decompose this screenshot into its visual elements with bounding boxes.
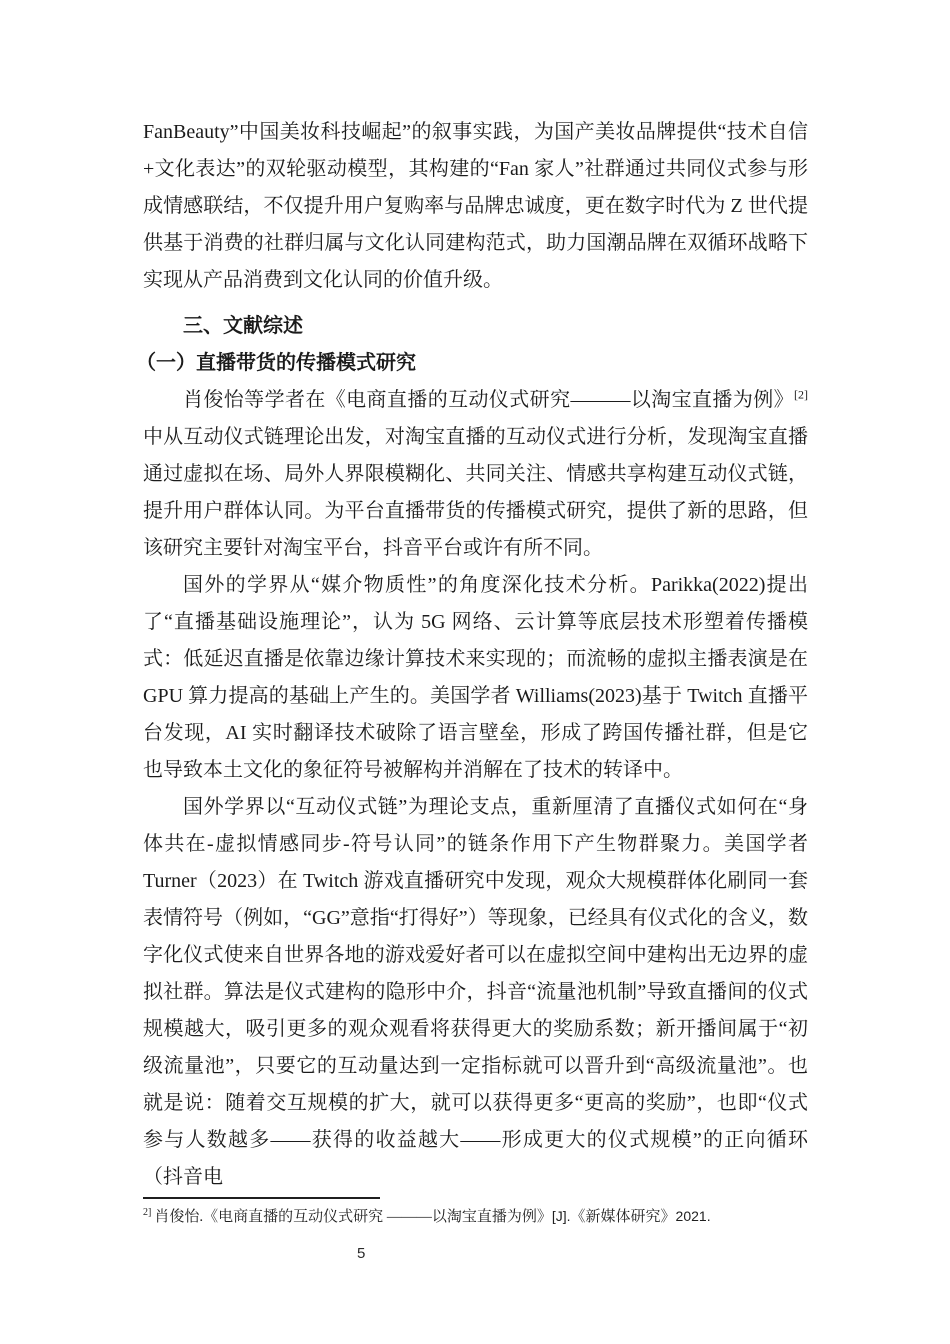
- document-body: [136, 114, 808, 1196]
- paragraph-turner-ritual-chain: 国外学界以“互动仪式链”为理论支点，重新厘清了直播仪式如何在“身体共在-虚拟情感同步-符号认同”的链条作用下产生物群聚力。美国学者Turner（2023）在 Twitch 游戏直播研究中发现，观众大规模群体化刷同一套表情符号（例如，“GG”意指“打得好”）等现象，已经具有仪式化的含义，数字化仪式使来自世界各地的游戏爱好者可以在虚拟空间中建构出无边界的虚拟社群。算法是仪式建构的隐形中介，抖音“流量池机制”导致直播间的仪式规模越大，吸引更多的观众观看将获得更大的奖励系数；新开播间属于“初级流量池”，只要它的互动量达到一定指标就可以晋升到“高级流量池”。也就是说：随着交互规模的扩大，就可以获得更多“更高的奖励”，也即“仪式参与人数越多——获得的收益越大——形成更大的仪式规模”的正向循环（抖音电: [143, 796, 808, 1188]
- paragraph-fanbeauty-conclusion: FanBeauty”中国美妆科技崛起”的叙事实践，为国产美妆品牌提供“技术自信+文化表达”的双轮驱动模型，其构建的“Fan 家人”社群通过共同仪式参与形成情感联结，不仅提升用户复购率与品牌忠诚度，更在数字时代为 Z 世代提供基于消费的社群归属与文化认同建构范式，助力国潮品牌在双循环战略下实现从产品消费到文化认同的价值升级。: [143, 121, 808, 291]
- section-heading-literature-review: 三、文献综述: [183, 315, 303, 337]
- subsection-heading-livestream-communication-model: （一）直播带货的传播模式研究: [136, 352, 416, 374]
- footnote-citation-chinese: 肖俊怡.《电商直播的互动仪式研究 ———以淘宝直播为例》: [154, 1209, 552, 1225]
- footnote-separator-line: [143, 1197, 380, 1199]
- footnote-marker: 2]: [143, 1207, 152, 1218]
- paragraph-xiao-junyi: [143, 382, 808, 567]
- footnote-reference-2: [2]: [794, 387, 808, 402]
- paragraph-parikka-williams: 国外的学界从“媒介物质性”的角度深化技术分析。Parikka(2022)提出了“直播基础设施理论”，认为 5G 网络、云计算等底层技术形塑着传播模式：低延迟直播是依靠边缘计算技术来实现的；而流畅的虚拟主播表演是在 GPU 算力提高的基础上产生的。美国学者 Williams(2023)基于 Twitch 直播平台发现，AI 实时翻译技术破除了语言壁垒，形成了跨国传播社群，但是它也导致本土文化的象征符号被解构并消解在了技术的转译中。: [143, 574, 808, 781]
- footnote-year: 2021.: [675, 1208, 711, 1224]
- footnote-journal-name: 《新媒体研究》: [570, 1209, 676, 1225]
- footnote-citation-type: [J].: [551, 1208, 571, 1224]
- page-number: 5: [357, 1245, 366, 1262]
- footnote-area: [143, 1197, 808, 1227]
- footnote-citation: [143, 1206, 808, 1227]
- paragraph-xiao-junyi-text-before-ref: 肖俊怡等学者在《电商直播的互动仪式研究———以淘宝直播为例》: [183, 389, 794, 411]
- paragraph-xiao-junyi-text-after-ref: 中从互动仪式链理论出发，对淘宝直播的互动仪式进行分析，发现淘宝直播通过虚拟在场、局外人界限模糊化、共同关注、情感共享构建互动仪式链，提升用户群体认同。为平台直播带货的传播模式研究，提供了新的思路，但该研究主要针对淘宝平台，抖音平台或许有所不同。: [143, 426, 808, 559]
